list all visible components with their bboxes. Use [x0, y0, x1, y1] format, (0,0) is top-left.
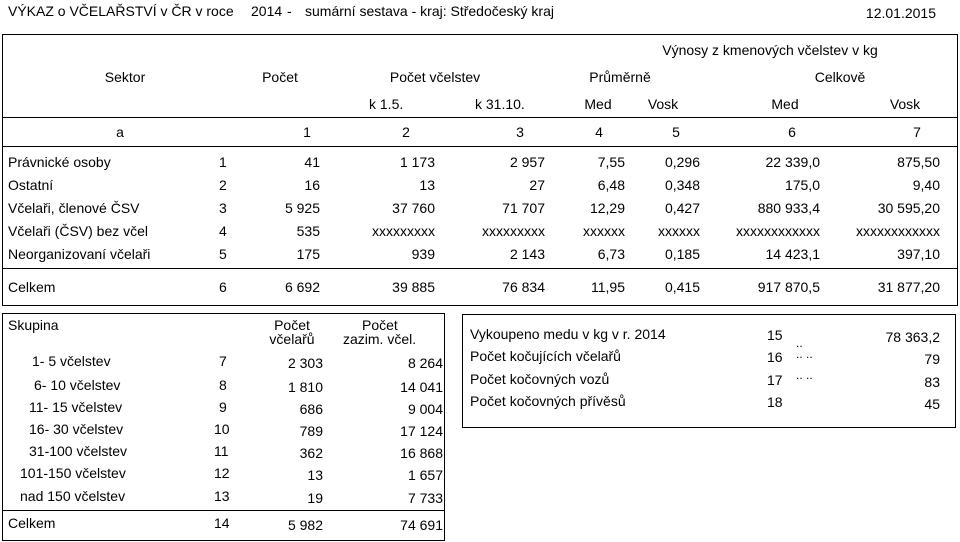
report-date: 12.01.2015 — [865, 5, 936, 21]
group-number: 13 — [214, 488, 230, 504]
col-sektor-header: Sektor — [104, 69, 146, 85]
group-colonies: 8 264 — [407, 355, 443, 371]
cell-pocet: 5 925 — [284, 200, 320, 216]
group-colonies: 1 657 — [407, 467, 443, 483]
cell-k3110: 27 — [529, 177, 545, 193]
cell-k15: xxxxxxxxx — [372, 223, 435, 239]
cell-med-total: xxxxxxxxxxxx — [736, 223, 820, 239]
total-k15: 39 885 — [392, 279, 435, 295]
row-label: Právnické osoby — [8, 154, 111, 170]
group-header-colonies-l2: zazim. včel. — [343, 331, 417, 347]
group-label: 11- 15 včelstev — [29, 399, 123, 415]
group-total-divider — [2, 510, 445, 511]
col-index-6: 6 — [788, 124, 796, 140]
cell-pocet: 16 — [304, 177, 320, 193]
summary-number: 16 — [767, 349, 783, 365]
group-beekeepers: 13 — [307, 467, 323, 483]
row-number: 1 — [219, 154, 227, 170]
summary-label: Počet kočujících včelařů — [470, 348, 621, 364]
cell-pocet: 175 — [296, 246, 320, 262]
col-pocet-vcelstev-header: Počet včelstev — [389, 69, 481, 85]
group-total-number: 14 — [214, 515, 230, 531]
col-vosk-avg-header: Vosk — [647, 96, 679, 112]
total-label: Celkem — [8, 279, 56, 295]
row-number: 3 — [219, 200, 227, 216]
row-label: Ostatní — [8, 177, 54, 193]
total-med-avg: 11,95 — [591, 279, 625, 295]
group-colonies: 7 733 — [407, 490, 443, 506]
cell-vosk-total: 9,40 — [912, 177, 940, 193]
col-med-total-header: Med — [771, 96, 799, 112]
group-colonies: 16 868 — [400, 445, 443, 461]
summary-value: 79 — [924, 351, 940, 367]
group-label: 101-150 včelstev — [20, 465, 126, 481]
group-number: 9 — [219, 399, 227, 415]
header-divider — [2, 117, 958, 118]
cell-vosk-total: xxxxxxxxxxxx — [856, 223, 940, 239]
group-number: 8 — [219, 377, 227, 393]
cell-k3110: xxxxxxxxx — [482, 223, 545, 239]
total-number: 6 — [219, 279, 227, 295]
yields-header: Výnosy z kmenových včelstev v kg — [662, 42, 878, 58]
summary-value: 45 — [924, 396, 940, 412]
cell-pocet: 41 — [304, 154, 320, 170]
col-index-2: 2 — [402, 124, 410, 140]
group-total-colonies: 74 691 — [400, 517, 443, 533]
col-index-4: 4 — [595, 124, 603, 140]
col-index-1: 1 — [303, 124, 311, 140]
cell-k3110: 71 707 — [502, 200, 545, 216]
group-total-beekeepers: 5 982 — [287, 517, 323, 533]
cell-med-avg: 12,29 — [589, 200, 625, 216]
group-total-label: Celkem — [8, 515, 56, 531]
cell-vosk-avg: 0,348 — [664, 177, 700, 193]
cell-vosk-avg: xxxxxx — [658, 223, 700, 239]
index-divider — [2, 146, 958, 147]
cell-vosk-avg: 0,185 — [664, 246, 700, 262]
col-index-7: 7 — [913, 124, 921, 140]
summary-label: Počet kočovných přívěsů — [470, 393, 626, 409]
col-celkove-header: Celkově — [814, 69, 866, 85]
cell-med-total: 175,0 — [784, 177, 820, 193]
cell-med-total: 22 339,0 — [765, 154, 820, 170]
group-beekeepers: 1 810 — [287, 379, 323, 395]
group-header-skupina: Skupina — [8, 317, 59, 333]
group-header-colonies-l1: Počet — [362, 317, 398, 333]
cell-k15: 1 173 — [399, 154, 435, 170]
title-dash: - — [287, 3, 292, 19]
col-k15-header: k 1.5. — [369, 96, 404, 112]
summary-label: Počet kočovných vozů — [470, 371, 610, 387]
cell-vosk-total: 875,50 — [897, 154, 940, 170]
col-index-a: a — [116, 124, 124, 140]
cell-k3110: 2 957 — [509, 154, 545, 170]
group-colonies: 14 041 — [400, 379, 443, 395]
group-label: 31-100 včelstev — [29, 443, 128, 459]
group-label: 1- 5 včelstev — [32, 353, 111, 369]
row-label: Včelaři, členové ČSV — [8, 200, 140, 216]
col-index-3: 3 — [516, 124, 524, 140]
summary-value: 83 — [924, 374, 940, 390]
col-prumerne-header: Průměrně — [589, 69, 651, 85]
total-pocet: 6 692 — [284, 279, 320, 295]
total-vosk-total: 31 877,20 — [877, 279, 940, 295]
summary-dots: .. .. — [796, 347, 813, 361]
group-label: 16- 30 včelstev — [29, 421, 124, 437]
cell-k15: 939 — [411, 246, 435, 262]
group-beekeepers: 362 — [299, 445, 323, 461]
col-med-avg-header: Med — [584, 96, 612, 112]
group-colonies: 17 124 — [400, 423, 443, 439]
cell-k3110: 2 143 — [509, 246, 545, 262]
cell-med-avg: 7,55 — [597, 154, 625, 170]
total-divider — [2, 268, 958, 269]
group-beekeepers: 2 303 — [287, 355, 323, 371]
cell-med-avg: 6,73 — [597, 246, 625, 262]
cell-med-total: 880 933,4 — [757, 200, 820, 216]
summary-value: 78 363,2 — [885, 329, 940, 345]
group-number: 7 — [219, 353, 227, 369]
row-label: Neorganizovaní včelaři — [8, 246, 151, 262]
summary-number: 18 — [767, 394, 783, 410]
col-k3110-header: k 31.10. — [475, 96, 525, 112]
group-colonies: 9 004 — [407, 401, 443, 417]
report-year: 2014 — [251, 3, 283, 19]
total-k3110: 76 834 — [502, 279, 545, 295]
cell-vosk-total: 30 595,20 — [877, 200, 940, 216]
report-title: VÝKAZ o VČELAŘSTVÍ v ČR v roce — [8, 3, 234, 19]
summary-number: 15 — [767, 327, 783, 343]
group-header-beekeepers-l2: včelařů — [269, 331, 315, 347]
group-number: 11 — [214, 443, 229, 459]
group-label: nad 150 včelstev — [20, 488, 126, 504]
cell-med-avg: xxxxxx — [583, 223, 625, 239]
report-region: sumární sestava - kraj: Středočeský kraj — [305, 3, 554, 19]
row-number: 2 — [219, 177, 227, 193]
col-index-5: 5 — [672, 124, 680, 140]
group-label: 6- 10 včelstev — [34, 377, 121, 393]
summary-label: Vykoupeno medu v kg v r. 2014 — [470, 326, 666, 342]
group-beekeepers: 19 — [307, 490, 323, 506]
group-number: 12 — [214, 465, 230, 481]
col-vosk-total-header: Vosk — [889, 96, 921, 112]
group-number: 10 — [214, 421, 230, 437]
summary-number: 17 — [767, 372, 783, 388]
group-beekeepers: 789 — [299, 423, 323, 439]
cell-vosk-avg: 0,427 — [664, 200, 700, 216]
group-header-beekeepers-l1: Počet — [274, 317, 310, 333]
cell-k15: 13 — [419, 177, 435, 193]
total-med-total: 917 870,5 — [757, 279, 820, 295]
cell-pocet: 535 — [296, 223, 320, 239]
cell-med-total: 14 423,1 — [765, 246, 820, 262]
cell-med-avg: 6,48 — [597, 177, 625, 193]
row-label: Včelaři (ČSV) bez včel — [8, 223, 149, 239]
summary-dots: .. .. — [796, 368, 813, 382]
group-beekeepers: 686 — [299, 401, 323, 417]
row-number: 4 — [219, 223, 227, 239]
row-number: 5 — [219, 246, 227, 262]
cell-vosk-total: 397,10 — [897, 246, 940, 262]
cell-vosk-avg: 0,296 — [664, 154, 700, 170]
summary-dots: .. — [796, 336, 803, 350]
col-pocet-header: Počet — [262, 69, 298, 85]
total-vosk-avg: 0,415 — [664, 279, 700, 295]
cell-k15: 37 760 — [392, 200, 435, 216]
